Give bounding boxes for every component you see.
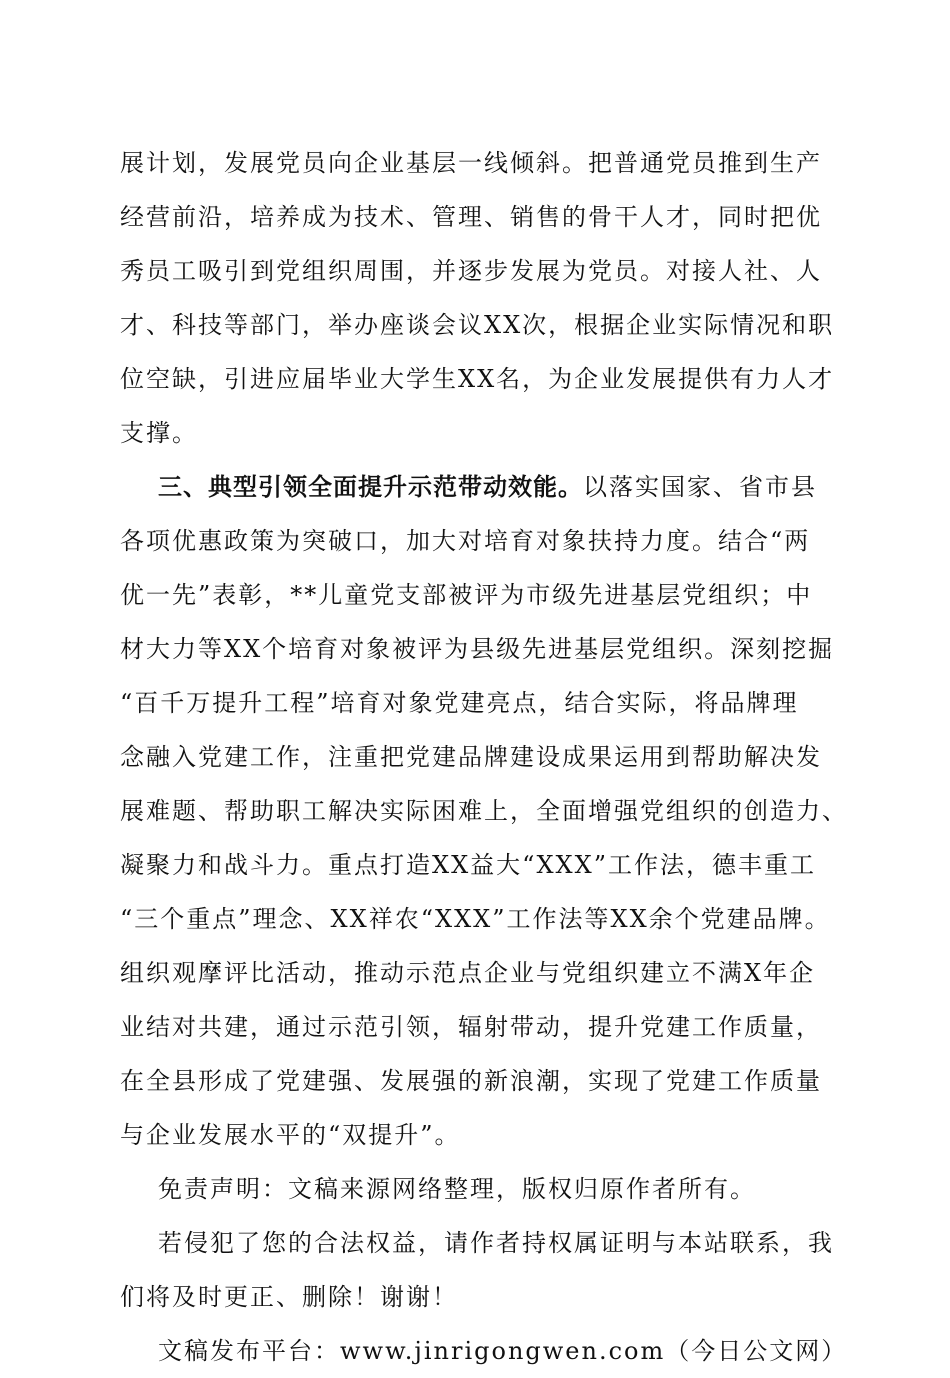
paragraph-talent-development <box>120 136 835 460</box>
section-3-heading-continuation: 以落实国家、省市县 <box>583 473 817 501</box>
paragraph-line: “三个重点”理念、XX祥农“XXX”工作法等XX余个党建品牌。 <box>120 905 831 933</box>
paragraph-line: 秀员工吸引到党组织周围，并逐步发展为党员。对接人社、人 <box>120 257 822 285</box>
disclaimer-infringement-line: 们将及时更正、删除！谢谢！ <box>120 1283 458 1311</box>
paragraph-line: 组织观摩评比活动，推动示范点企业与党组织建立不满X年企 <box>120 959 816 987</box>
paragraph-line: 展难题、帮助职工解决实际困难上，全面增强党组织的创造力、 <box>120 797 848 825</box>
paragraph-line: 优一先”表彰，**儿童党支部被评为市级先进基层党组织；中 <box>120 581 813 609</box>
paragraph-line: 经营前沿，培养成为技术、管理、销售的骨干人才，同时把优 <box>120 203 822 231</box>
paragraph-line: 各项优惠政策为突破口，加大对培育对象扶持力度。结合“两 <box>120 527 811 555</box>
section-3-heading: 三、典型引领全面提升示范带动效能。 <box>158 473 583 501</box>
disclaimer-infringement-line: 若侵犯了您的合法权益，请作者持权属证明与本站联系，我 <box>158 1229 834 1257</box>
paragraph-line: 位空缺，引进应届毕业大学生XX名，为企业发展提供有力人才 <box>120 365 835 393</box>
paragraph-line: 念融入党建工作，注重把党建品牌建设成果运用到帮助解决发 <box>120 743 822 771</box>
document-body <box>120 136 848 1378</box>
section-3-first-line <box>120 460 832 514</box>
paragraph-line: 业结对共建，通过示范引领，辐射带动，提升党建工作质量， <box>120 1013 822 1041</box>
paragraph-line: 材大力等XX个培育对象被评为县级先进基层党组织。深刻挖掘 <box>120 635 835 663</box>
section-3-paragraph <box>120 460 848 1162</box>
disclaimer-copyright: 免责声明：文稿来源网络整理，版权归原作者所有。 <box>158 1175 756 1203</box>
paragraph-line: 与企业发展水平的“双提升”。 <box>120 1121 461 1149</box>
paragraph-line: 在全县形成了党建强、发展强的新浪潮，实现了党建工作质量 <box>120 1067 822 1095</box>
disclaimer-section <box>120 1162 848 1378</box>
paragraph-line: “百千万提升工程”培育对象党建亮点，结合实际，将品牌理 <box>120 689 799 717</box>
publishing-platform: 文稿发布平台：www.jinrigongwen.com（今日公文网） <box>158 1337 848 1365</box>
paragraph-line: 才、科技等部门，举办座谈会议XX次，根据企业实际情况和职 <box>120 311 835 339</box>
paragraph-line: 展计划，发展党员向企业基层一线倾斜。把普通党员推到生产 <box>120 149 822 177</box>
paragraph-line: 凝聚力和战斗力。重点打造XX益大“XXX”工作法，德丰重工 <box>120 851 816 879</box>
paragraph-line: 支撑。 <box>120 419 198 447</box>
